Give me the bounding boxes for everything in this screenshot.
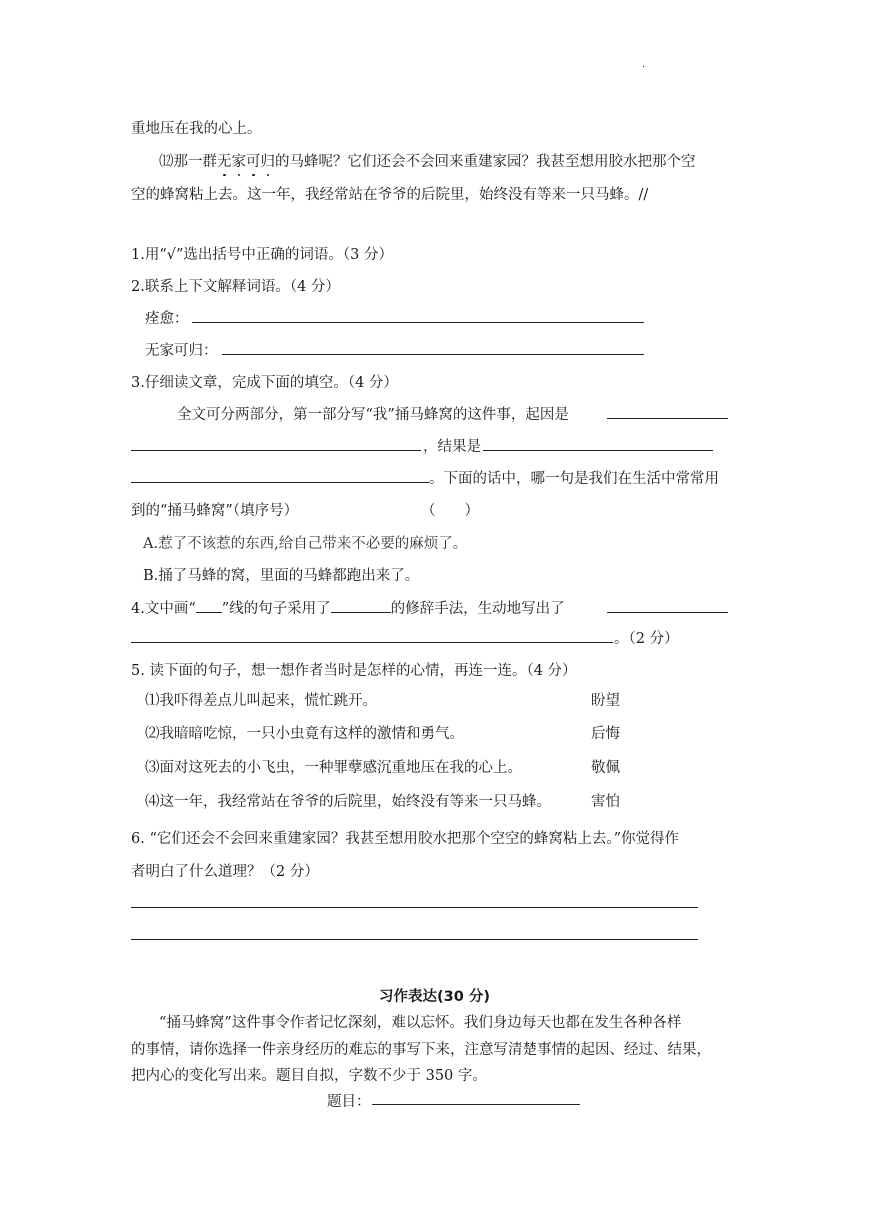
q3-blank-3[interactable] <box>483 450 713 451</box>
question-4 <box>131 597 565 618</box>
q5-sentence: ⑴我吓得差点儿叫起来，慌忙跳开。 <box>145 693 377 709</box>
q3-text-1: 全文可分两部分，第一部分写“我”捅马蜂窝的这件事，起因是 <box>177 407 569 423</box>
q2-answer-line-1[interactable] <box>192 322 644 323</box>
dotted-char: 归 <box>261 150 276 171</box>
topic-answer-line[interactable] <box>372 1104 580 1105</box>
q3-text-3: 。下面的话中，哪一句是我们在生活中常常用 <box>429 471 719 487</box>
q4-text-c: 的修辞手法，生动地写出了 <box>390 601 565 617</box>
dotted-word <box>217 154 275 170</box>
header-mark: · <box>642 62 646 73</box>
q5-feeling[interactable]: 害怕 <box>591 794 620 810</box>
writing-prompt-line-2: 的事情，请你选择一件亲身经历的难忘的事写下来，注意写清楚事情的起因、经过、结果， <box>131 1042 711 1058</box>
q6-answer-line-2[interactable] <box>131 939 698 940</box>
q4-end: 。（2 分） <box>614 631 679 647</box>
passage-line-1: 重地压在我的心上。 <box>131 121 262 137</box>
dotted-char: 家 <box>232 150 247 171</box>
q4-blank-rhetoric[interactable] <box>331 600 391 613</box>
q5-sentence: ⑵我暗暗吃惊，一只小虫竟有这样的激情和勇气。 <box>145 726 464 742</box>
paragraph-number: ⑿ <box>159 154 174 170</box>
q3-blank-1[interactable] <box>607 418 728 419</box>
q6-answer-line-1[interactable] <box>131 907 698 908</box>
q5-feeling[interactable]: 后悔 <box>591 726 620 742</box>
q4-blank-2[interactable] <box>607 612 728 613</box>
q4-underline-sample <box>196 600 222 613</box>
q3-blank-4[interactable] <box>131 482 429 483</box>
writing-prompt-line-1: “捅马蜂窝”这件事令作者记忆深刻，难以忘怀。我们身边每天也都在发生各种各样 <box>159 1015 682 1031</box>
q2-word-1: 痊愈： <box>145 311 189 327</box>
q2-answer-line-2[interactable] <box>222 354 644 355</box>
q3-answer-paren[interactable]: （ ） <box>421 503 479 519</box>
passage-line-3: 空的蜂窝粘上去。这一年，我经常站在爷爷的后院里，始终没有等来一只马蜂。// <box>131 187 649 203</box>
q4-text-b: ”线的句子采用了 <box>221 601 331 617</box>
question-3: 3.仔细读文章，完成下面的填空。（4 分） <box>131 375 398 391</box>
q3-text-2: ，结果是 <box>423 439 481 455</box>
q3-blank-2[interactable] <box>131 450 421 451</box>
q5-feeling[interactable]: 敬佩 <box>591 760 620 776</box>
question-1: 1.用“√”选出括号中正确的词语。（3 分） <box>131 247 393 263</box>
dotted-char: 无 <box>217 150 232 171</box>
q4-blank-3[interactable] <box>131 642 613 643</box>
passage-text: 的马蜂呢？它们还会不会回来重建家园？我甚至想用胶水把那个空 <box>275 154 696 170</box>
question-5: 5. 读下面的句子，想一想作者当时是怎样的心情，再连一连。（4 分） <box>131 663 577 679</box>
topic-label: 题目： <box>327 1094 371 1110</box>
passage-paragraph-12 <box>159 150 696 171</box>
writing-section-title: 习作表达(30 分) <box>379 989 490 1005</box>
q5-sentence: ⑶面对这死去的小飞虫，一种罪孽感沉重地压在我的心上。 <box>145 760 522 776</box>
passage-text: 那一群 <box>173 154 217 170</box>
writing-prompt-line-3: 把内心的变化写出来。题目自拟，字数不少于 350 字。 <box>131 1068 487 1084</box>
q3-option-a: A.惹了不该惹的东西,给自己带来不必要的麻烦了。 <box>143 536 468 552</box>
q5-sentence: ⑷这一年，我经常站在爷爷的后院里，始终没有等来一只马蜂。 <box>145 794 551 810</box>
q5-feeling[interactable]: 盼望 <box>591 693 620 709</box>
dotted-char: 可 <box>246 150 261 171</box>
q2-word-2: 无家可归： <box>145 343 218 359</box>
q3-option-b: B.捅了马蜂的窝，里面的马蜂都跑出来了。 <box>143 568 420 584</box>
q4-text-a: 4.文中画“ <box>131 601 196 617</box>
question-2: 2.联系上下文解释词语。（4 分） <box>131 279 340 295</box>
question-6-line-1: 6. “它们还会不会回来重建家园？我甚至想用胶水把那个空空的蜂窝粘上去。”你觉得作 <box>131 831 680 847</box>
question-6-line-2: 者明白了什么道理？（2 分） <box>131 864 319 880</box>
q3-text-4: 到的“捅马蜂窝”（填序号） <box>131 503 299 519</box>
